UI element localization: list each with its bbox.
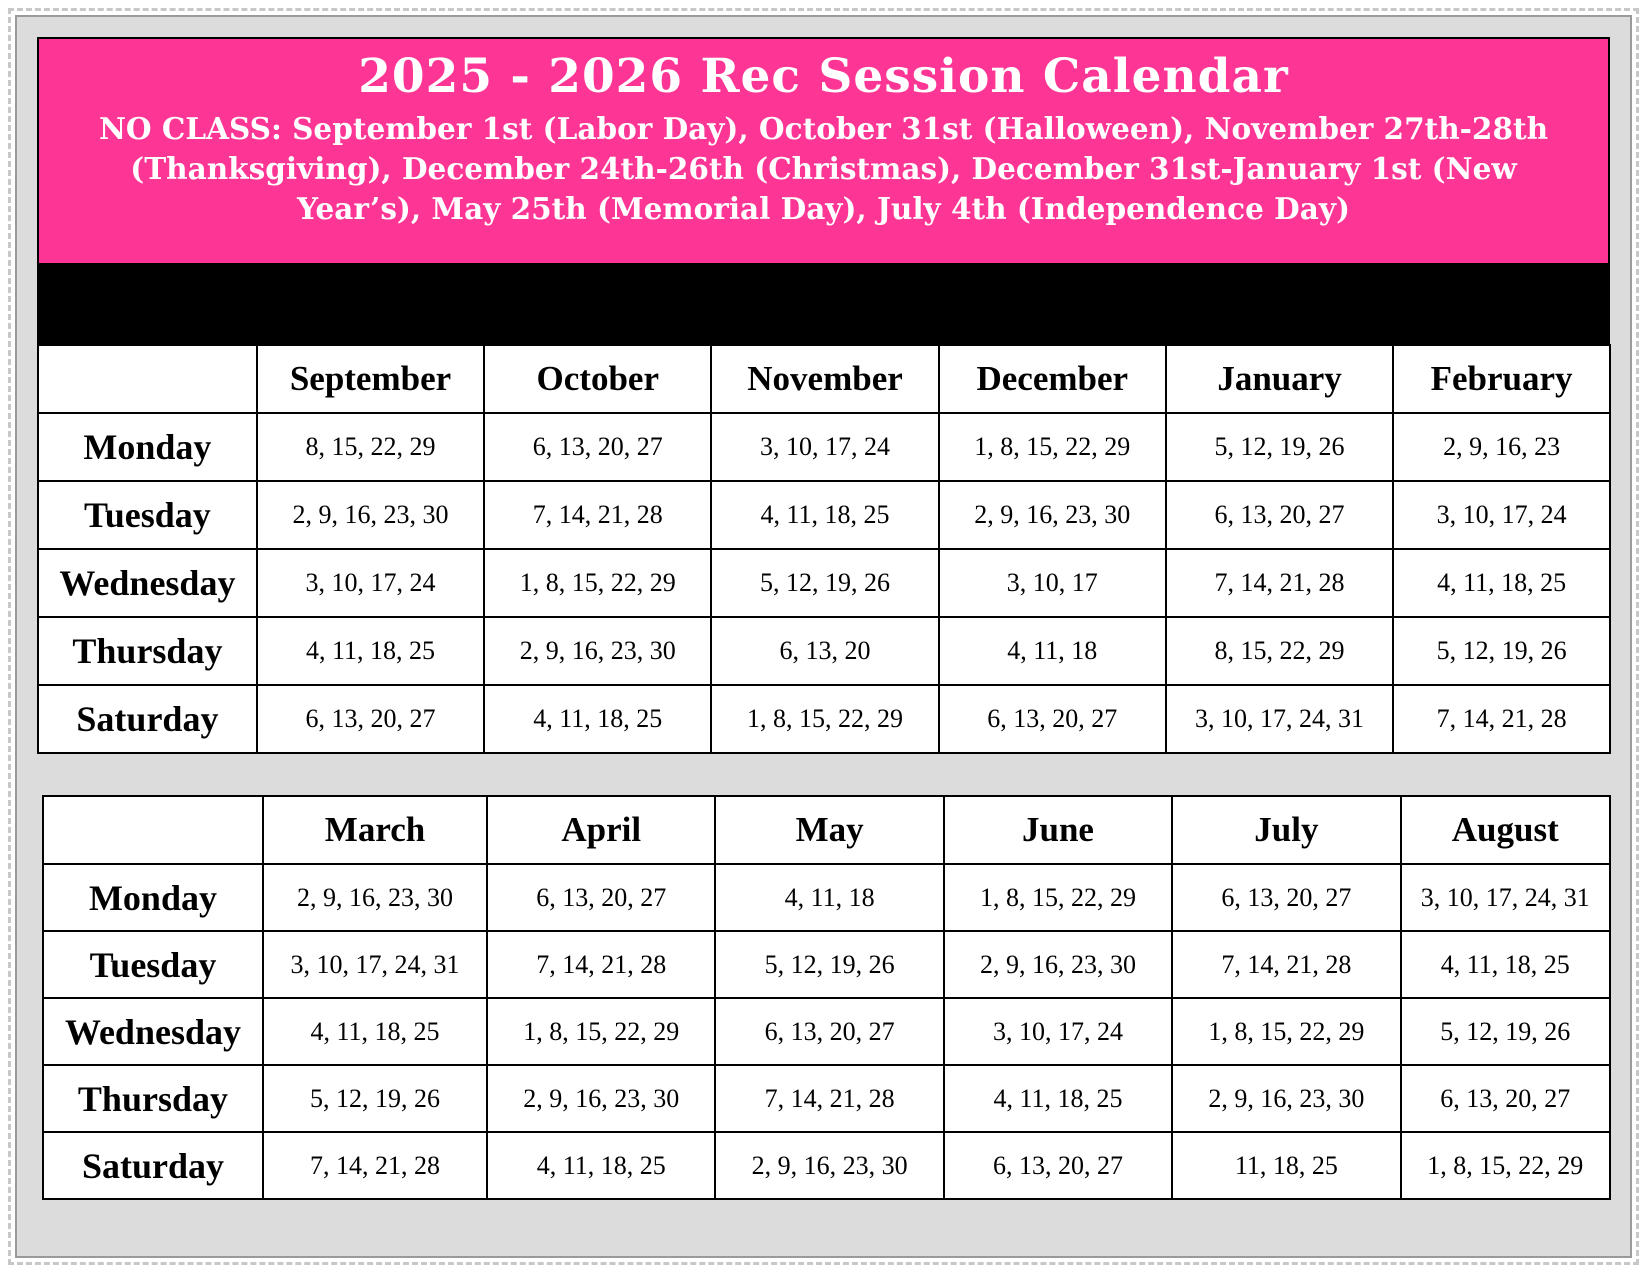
schedule-table-fall-winter bbox=[37, 344, 1611, 754]
date-cell: 5, 12, 19, 26 bbox=[1401, 998, 1610, 1065]
month-header: December bbox=[939, 345, 1166, 413]
weekday-label: Wednesday bbox=[38, 549, 257, 617]
date-cell: 1, 8, 15, 22, 29 bbox=[944, 864, 1172, 931]
table-row bbox=[38, 481, 1610, 549]
date-cell: 7, 14, 21, 28 bbox=[1393, 685, 1610, 753]
date-cell: 6, 13, 20, 27 bbox=[257, 685, 484, 753]
month-header: July bbox=[1172, 796, 1400, 864]
date-cell: 5, 12, 19, 26 bbox=[263, 1065, 487, 1132]
date-cell: 1, 8, 15, 22, 29 bbox=[1401, 1132, 1610, 1199]
date-cell: 4, 11, 18, 25 bbox=[1401, 931, 1610, 998]
date-cell: 3, 10, 17, 24 bbox=[1393, 481, 1610, 549]
date-cell: 1, 8, 15, 22, 29 bbox=[939, 413, 1166, 481]
corner-cell bbox=[38, 345, 257, 413]
date-cell: 2, 9, 16, 23, 30 bbox=[484, 617, 711, 685]
schedule-table-spring-summer bbox=[42, 795, 1611, 1200]
date-cell: 7, 14, 21, 28 bbox=[263, 1132, 487, 1199]
date-cell: 7, 14, 21, 28 bbox=[1172, 931, 1400, 998]
month-header-row bbox=[43, 796, 1610, 864]
date-cell: 3, 10, 17, 24 bbox=[711, 413, 938, 481]
month-header: May bbox=[715, 796, 943, 864]
table-row bbox=[43, 931, 1610, 998]
weekday-label: Monday bbox=[43, 864, 263, 931]
date-cell: 7, 14, 21, 28 bbox=[715, 1065, 943, 1132]
table-row bbox=[43, 998, 1610, 1065]
date-cell: 3, 10, 17, 24, 31 bbox=[1401, 864, 1610, 931]
date-cell: 4, 11, 18, 25 bbox=[487, 1132, 715, 1199]
month-header: October bbox=[484, 345, 711, 413]
date-cell: 3, 10, 17, 24, 31 bbox=[263, 931, 487, 998]
weekday-label: Thursday bbox=[38, 617, 257, 685]
weekday-label: Monday bbox=[38, 413, 257, 481]
no-class-notice: NO CLASS: September 1st (Labor Day), October 31st (Halloween), November 27th-28th (Thanksgiving), December 24th-26th (Christmas), December 31st-January 1st (New Year’s), May 25th (Memorial Day), July 4th (Independence Day) bbox=[98, 111, 1549, 226]
table-body bbox=[43, 796, 1610, 1199]
date-cell: 6, 13, 20, 27 bbox=[944, 1132, 1172, 1199]
date-cell: 6, 13, 20, 27 bbox=[1172, 864, 1400, 931]
month-header: January bbox=[1166, 345, 1393, 413]
date-cell: 4, 11, 18, 25 bbox=[263, 998, 487, 1065]
date-cell: 2, 9, 16, 23, 30 bbox=[487, 1065, 715, 1132]
date-cell: 3, 10, 17 bbox=[939, 549, 1166, 617]
table-row bbox=[38, 413, 1610, 481]
table-row bbox=[43, 1132, 1610, 1199]
date-cell: 7, 14, 21, 28 bbox=[487, 931, 715, 998]
date-cell: 2, 9, 16, 23 bbox=[1393, 413, 1610, 481]
table-row bbox=[43, 1065, 1610, 1132]
date-cell: 6, 13, 20, 27 bbox=[1166, 481, 1393, 549]
page-title: 2025 - 2026 Rec Session Calendar bbox=[358, 49, 1289, 104]
date-cell: 11, 18, 25 bbox=[1172, 1132, 1400, 1199]
date-cell: 6, 13, 20, 27 bbox=[487, 864, 715, 931]
corner-cell bbox=[43, 796, 263, 864]
date-cell: 8, 15, 22, 29 bbox=[257, 413, 484, 481]
month-header: April bbox=[487, 796, 715, 864]
date-cell: 4, 11, 18, 25 bbox=[484, 685, 711, 753]
date-cell: 4, 11, 18 bbox=[939, 617, 1166, 685]
table-row bbox=[38, 685, 1610, 753]
date-cell: 3, 10, 17, 24 bbox=[257, 549, 484, 617]
date-cell: 2, 9, 16, 23, 30 bbox=[715, 1132, 943, 1199]
date-cell: 4, 11, 18, 25 bbox=[257, 617, 484, 685]
date-cell: 7, 14, 21, 28 bbox=[1166, 549, 1393, 617]
date-cell: 5, 12, 19, 26 bbox=[1166, 413, 1393, 481]
date-cell: 4, 11, 18, 25 bbox=[944, 1065, 1172, 1132]
table-row bbox=[38, 617, 1610, 685]
date-cell: 4, 11, 18, 25 bbox=[1393, 549, 1610, 617]
date-cell: 5, 12, 19, 26 bbox=[1393, 617, 1610, 685]
date-cell: 5, 12, 19, 26 bbox=[711, 549, 938, 617]
date-cell: 6, 13, 20, 27 bbox=[715, 998, 943, 1065]
weekday-label: Wednesday bbox=[43, 998, 263, 1065]
date-cell: 6, 13, 20, 27 bbox=[939, 685, 1166, 753]
date-cell: 2, 9, 16, 23, 30 bbox=[257, 481, 484, 549]
date-cell: 1, 8, 15, 22, 29 bbox=[484, 549, 711, 617]
date-cell: 6, 13, 20, 27 bbox=[484, 413, 711, 481]
month-header: February bbox=[1393, 345, 1610, 413]
date-cell: 5, 12, 19, 26 bbox=[715, 931, 943, 998]
weekday-label: Tuesday bbox=[43, 931, 263, 998]
table-body bbox=[38, 345, 1610, 753]
date-cell: 7, 14, 21, 28 bbox=[484, 481, 711, 549]
date-cell: 2, 9, 16, 23, 30 bbox=[1172, 1065, 1400, 1132]
month-header: September bbox=[257, 345, 484, 413]
calendar-header bbox=[37, 37, 1610, 263]
date-cell: 2, 9, 16, 23, 30 bbox=[944, 931, 1172, 998]
date-cell: 1, 8, 15, 22, 29 bbox=[487, 998, 715, 1065]
month-header: November bbox=[711, 345, 938, 413]
table-row bbox=[38, 549, 1610, 617]
month-header: August bbox=[1401, 796, 1610, 864]
weekday-label: Saturday bbox=[38, 685, 257, 753]
month-header-row bbox=[38, 345, 1610, 413]
date-cell: 4, 11, 18, 25 bbox=[711, 481, 938, 549]
date-cell: 2, 9, 16, 23, 30 bbox=[263, 864, 487, 931]
weekday-label: Saturday bbox=[43, 1132, 263, 1199]
weekday-label: Tuesday bbox=[38, 481, 257, 549]
date-cell: 6, 13, 20 bbox=[711, 617, 938, 685]
date-cell: 4, 11, 18 bbox=[715, 864, 943, 931]
header-divider-bar bbox=[37, 263, 1610, 345]
weekday-label: Thursday bbox=[43, 1065, 263, 1132]
date-cell: 1, 8, 15, 22, 29 bbox=[711, 685, 938, 753]
month-header: March bbox=[263, 796, 487, 864]
date-cell: 8, 15, 22, 29 bbox=[1166, 617, 1393, 685]
table-row bbox=[43, 864, 1610, 931]
date-cell: 3, 10, 17, 24, 31 bbox=[1166, 685, 1393, 753]
date-cell: 1, 8, 15, 22, 29 bbox=[1172, 998, 1400, 1065]
date-cell: 3, 10, 17, 24 bbox=[944, 998, 1172, 1065]
month-header: June bbox=[944, 796, 1172, 864]
date-cell: 2, 9, 16, 23, 30 bbox=[939, 481, 1166, 549]
date-cell: 6, 13, 20, 27 bbox=[1401, 1065, 1610, 1132]
